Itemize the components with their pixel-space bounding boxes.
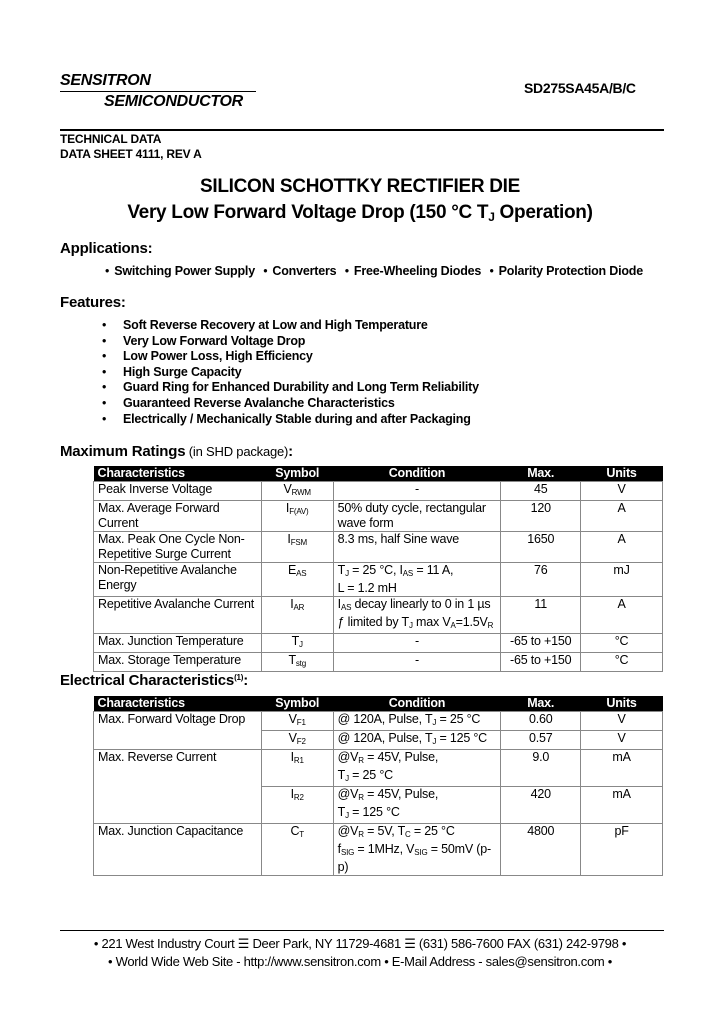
cell-max: 1650 [501, 532, 581, 563]
col-header: Units [581, 466, 663, 482]
cell-symbol: $V_{F2}$ [261, 731, 333, 750]
cell-condition: $I_{AS}$ decay linearly to 0 in 1 µs ƒ limited by $T_J$ $\max V_A=1.5V_R$ [333, 597, 501, 634]
col-header: Characteristics [94, 466, 262, 482]
col-header: Symbol [261, 466, 333, 482]
bullet: • [102, 333, 107, 348]
footer-address: • 221 West Industry Court ☰ Deer Park, NY 11729-4681 ☰ (631) 586-7600 FAX (631) 242-9798 • [93, 936, 627, 951]
cell-condition: 8.3 ms, half Sine wave [333, 532, 501, 563]
cell-symbol: $T_{stg}$ [261, 653, 333, 672]
cell-max: 120 [501, 501, 581, 532]
table-row [94, 501, 663, 532]
feature-text: High Surge Capacity [123, 364, 242, 379]
col-header: Units [581, 696, 663, 712]
cell-characteristic: Max. Junction Temperature [94, 634, 262, 653]
col-header: Max. [501, 466, 581, 482]
cell-symbol: $I_{R2}$ [261, 787, 333, 824]
cell-characteristic: Max. Forward Voltage Drop [94, 712, 262, 750]
tech-data-label: TECHNICAL DATA [60, 132, 162, 146]
cell-symbol: $E_{AS}$ [261, 563, 333, 597]
cell-unit: pF [581, 824, 663, 876]
cell-unit: °C [581, 634, 663, 653]
col-header: Max. [501, 696, 581, 712]
cell-characteristic: Repetitive Avalanche Current [94, 597, 262, 634]
cell-max: -65 to +150 [501, 634, 581, 653]
cell-unit: mA [581, 787, 663, 824]
feature-text: Low Power Loss, High Efficiency [123, 349, 313, 364]
cell-max: 0.60 [501, 712, 581, 731]
col-header: Characteristics [94, 696, 262, 712]
bullet: • [489, 264, 494, 278]
feature-item [102, 318, 479, 334]
cell-characteristic: Max. Storage Temperature [94, 653, 262, 672]
cell-condition: - [333, 634, 501, 653]
cell-symbol: $I_{F(AV)}$ [261, 501, 333, 532]
cell-characteristic: Non-Repetitive Avalanche Energy [94, 563, 262, 597]
bullet: • [102, 318, 107, 332]
application-item: Polarity Protection Diode [498, 264, 643, 278]
feature-item [102, 380, 479, 396]
cell-condition: @ 120A, Pulse, $T_J = 25$ °C [333, 712, 501, 731]
feature-text: Electrically / Mechanically Stable during and after Packaging [123, 411, 471, 426]
cell-max: 0.57 [501, 731, 581, 750]
bullet: • [102, 364, 107, 379]
feature-item [102, 334, 479, 350]
feature-item [102, 396, 479, 412]
feature-item [102, 365, 479, 381]
heading-colon: : [288, 443, 293, 460]
table-row [94, 634, 663, 653]
footer-rule [60, 930, 664, 931]
cell-unit: mA [581, 750, 663, 787]
header-rule [60, 129, 664, 131]
cell-unit: A [581, 532, 663, 563]
table-row [94, 532, 663, 563]
cell-characteristic: Max. Junction Capacitance [94, 824, 262, 876]
col-header: Symbol [261, 696, 333, 712]
heading-footnote: (1) [234, 673, 244, 682]
cell-characteristic: Max. Peak One Cycle Non-Repetitive Surge Current [94, 532, 262, 563]
bullet: • [263, 264, 268, 278]
features-list [102, 318, 479, 427]
table-row [94, 563, 663, 597]
cell-symbol: $T_J$ [261, 634, 333, 653]
cell-condition: $@V_R = 45V$, Pulse, $T_J = 125$ °C [333, 787, 501, 824]
bullet: • [102, 380, 107, 395]
footer-web: • World Wide Web Site - http://www.sensitron.com • E-Mail Address - sales@sensitron.com • [108, 954, 612, 969]
table-row [94, 824, 663, 876]
table-row [94, 712, 663, 731]
cell-condition: $@V_R = 5V$, $T_C = 25$ °C $f_{SIG} = 1MHz$, $V_{SIG} = 50mV$ (p-p) [333, 824, 501, 876]
bullet: • [102, 395, 107, 410]
cell-unit: V [581, 712, 663, 731]
table-row [94, 750, 663, 787]
electrical-table [93, 696, 663, 876]
cell-max: 9.0 [501, 750, 581, 787]
logo-semiconductor: SEMICONDUCTOR [104, 93, 243, 110]
cell-max: 45 [501, 482, 581, 501]
table-row [94, 653, 663, 672]
table-header-row [94, 466, 663, 482]
cell-characteristic: Max. Average Forward Current [94, 501, 262, 532]
heading-text: Maximum Ratings [60, 443, 186, 460]
cell-unit: mJ [581, 563, 663, 597]
feature-text: Guard Ring for Enhanced Durability and Long Term Reliability [123, 380, 479, 395]
title-line-2 [0, 202, 720, 224]
cell-condition: 50% duty cycle, rectangular wave form [333, 501, 501, 532]
bullet: • [105, 264, 110, 278]
cell-unit: A [581, 597, 663, 634]
cell-condition: - [333, 653, 501, 672]
cell-condition: $T_J = 25$ °C, $I_{AS} = 11$ A, L = 1.2 mH [333, 563, 501, 597]
tech-data-block [60, 132, 202, 162]
table-header-row [94, 696, 663, 712]
feature-item [102, 349, 479, 365]
cell-max: 11 [501, 597, 581, 634]
applications-list [100, 264, 643, 278]
cell-symbol: $I_{R1}$ [261, 750, 333, 787]
data-sheet-label: DATA SHEET 4111, REV A [60, 147, 202, 161]
title-text-end: Operation) [494, 202, 593, 223]
application-item: Switching Power Supply [114, 264, 255, 278]
electrical-heading [60, 672, 248, 689]
part-number: SD275SA45A/B/C [524, 80, 636, 96]
heading-text: Electrical Characteristics [60, 672, 235, 689]
col-header: Condition [333, 696, 501, 712]
cell-max: 420 [501, 787, 581, 824]
cell-condition: $@V_R = 45V$, Pulse, $T_J = 25$ °C [333, 750, 501, 787]
max-ratings-heading [60, 443, 293, 460]
title-text: Very Low Forward Voltage Drop (150 °C T [127, 202, 489, 223]
heading-colon: : [243, 672, 249, 689]
features-heading: Features: [60, 294, 126, 311]
cell-max: -65 to +150 [501, 653, 581, 672]
cell-symbol: $I_{AR}$ [261, 597, 333, 634]
cell-symbol: $I_{FSM}$ [261, 532, 333, 563]
feature-text: Guaranteed Reverse Avalanche Characteristics [123, 395, 395, 410]
cell-unit: V [581, 482, 663, 501]
bullet: • [102, 411, 107, 426]
cell-condition: @ 120A, Pulse, $T_J = 125$ °C [333, 731, 501, 750]
bullet: • [344, 264, 349, 278]
feature-item [102, 412, 479, 428]
col-header: Condition [333, 466, 501, 482]
bullet: • [102, 349, 107, 364]
table-row [94, 597, 663, 634]
cell-unit: °C [581, 653, 663, 672]
cell-symbol: $C_T$ [261, 824, 333, 876]
heading-note: (in SHD package) [185, 444, 289, 459]
cell-symbol: $V_{RWM}$ [261, 482, 333, 501]
cell-symbol: $V_{F1}$ [261, 712, 333, 731]
feature-text: Very Low Forward Voltage Drop [123, 333, 306, 348]
cell-max: 76 [501, 563, 581, 597]
applications-heading: Applications: [60, 240, 153, 257]
cell-max: 4800 [501, 824, 581, 876]
cell-unit: V [581, 731, 663, 750]
application-item: Free-Wheeling Diodes [353, 264, 482, 278]
cell-unit: A [581, 501, 663, 532]
feature-text: Soft Reverse Recovery at Low and High Temperature [123, 318, 428, 332]
logo-sensitron: SENSITRON [60, 72, 151, 89]
cell-condition: - [333, 482, 501, 501]
max-ratings-table [93, 466, 663, 672]
application-item: Converters [272, 264, 337, 278]
cell-characteristic: Peak Inverse Voltage [94, 482, 262, 501]
title-sub: J [488, 210, 495, 224]
logo-underline [60, 91, 256, 92]
cell-characteristic: Max. Reverse Current [94, 750, 262, 824]
title-line-1: SILICON SCHOTTKY RECTIFIER DIE [199, 176, 520, 197]
table-row [94, 482, 663, 501]
